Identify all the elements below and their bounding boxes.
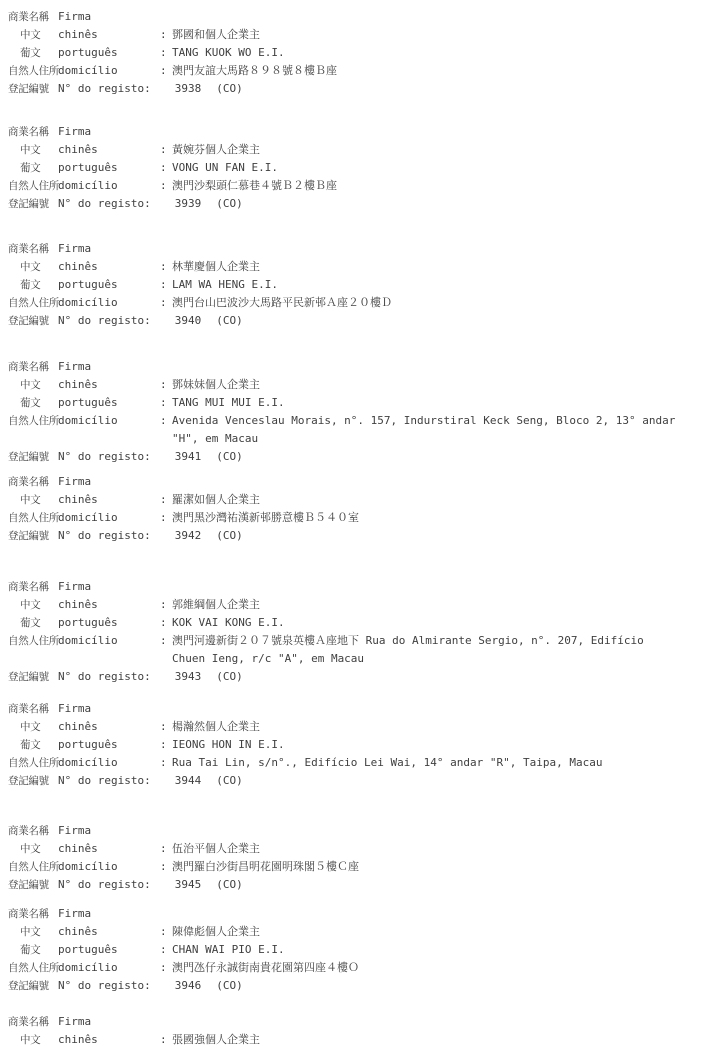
domicile-label-zh: 自然人住所 — [8, 635, 59, 647]
chinese-name-row — [8, 840, 711, 858]
business-record — [0, 123, 711, 213]
firm-label-pt: Firma — [58, 475, 92, 488]
registry-number-value: 3938 — [174, 82, 202, 95]
firm-label-zh: 商業名稱 — [8, 476, 49, 488]
firm-label-zh: 商業名稱 — [8, 126, 49, 138]
registry-label-pt: N° do registo: — [58, 82, 151, 95]
colon-separator: : — [160, 598, 167, 611]
firm-label-pt: Firma — [58, 242, 92, 255]
chinese-label-pt: chinês — [58, 143, 98, 156]
domicile-label-pt: domicílio — [58, 179, 118, 192]
registry-row — [8, 527, 711, 545]
portuguese-label-pt: português — [58, 738, 118, 751]
business-record — [0, 905, 711, 995]
portuguese-label-pt: português — [58, 278, 118, 291]
address-line: Chuen Ieng, r/c "A", em Macau — [172, 652, 365, 665]
registry-label-zh: 登記編號 — [8, 775, 49, 787]
portuguese-label-zh: 葡文 — [20, 279, 41, 291]
domicile-label-zh: 自然人住所 — [8, 757, 59, 769]
registry-row — [8, 448, 711, 466]
registry-row — [8, 668, 711, 686]
address-line: Avenida Venceslau Morais, n°. 157, Indurstiral Keck Seng, Bloco 2, 13° andar — [172, 414, 676, 427]
business-record — [0, 700, 711, 790]
registry-suffix: (CO) — [216, 774, 243, 787]
portuguese-name-value: TANG MUI MUI E.I. — [172, 396, 285, 409]
chinese-label-pt: chinês — [58, 260, 98, 273]
firm-label-pt: Firma — [58, 907, 92, 920]
address-line: "H", em Macau — [172, 432, 259, 445]
colon-separator: : — [160, 720, 167, 733]
chinese-name-row — [8, 26, 711, 44]
firm-label-zh: 商業名稱 — [8, 243, 49, 255]
colon-separator: : — [160, 396, 167, 409]
registry-label-zh: 登記編號 — [8, 879, 49, 891]
registry-label-pt: N° do registo: — [58, 314, 151, 327]
registry-suffix: (CO) — [216, 197, 243, 210]
portuguese-label-pt: português — [58, 616, 118, 629]
domicile-row — [8, 509, 711, 527]
chinese-label-pt: chinês — [58, 378, 98, 391]
colon-separator: : — [160, 1033, 167, 1046]
registry-suffix: (CO) — [216, 878, 243, 891]
portuguese-label-zh: 葡文 — [20, 162, 41, 174]
business-record — [0, 8, 711, 98]
registry-number-value: 3940 — [174, 314, 202, 327]
address-value — [172, 858, 711, 876]
registry-row — [8, 876, 711, 894]
registry-label-pt: N° do registo: — [58, 529, 151, 542]
registry-number-value: 3944 — [174, 774, 202, 787]
chinese-label-pt: chinês — [58, 28, 98, 41]
business-record — [0, 358, 711, 466]
business-record — [0, 473, 711, 545]
chinese-name-row — [8, 1031, 711, 1049]
registry-row — [8, 80, 711, 98]
address-line: 澳門台山巴波沙大馬路平民新邨Ａ座２０樓Ｄ — [172, 296, 392, 309]
address-value — [172, 412, 711, 448]
registry-row — [8, 772, 711, 790]
portuguese-label-pt: português — [58, 943, 118, 956]
firm-header-row — [8, 700, 711, 718]
chinese-label-zh: 中文 — [20, 926, 41, 938]
domicile-label-zh: 自然人住所 — [8, 180, 59, 192]
firm-header-row — [8, 240, 711, 258]
business-record — [0, 822, 711, 894]
colon-separator: : — [160, 28, 167, 41]
registry-label-zh: 登記編號 — [8, 451, 49, 463]
registry-label-zh: 登記編號 — [8, 980, 49, 992]
chinese-name-value: 鄧妹妹個人企業主 — [172, 378, 260, 391]
colon-separator: : — [160, 616, 167, 629]
domicile-row — [8, 754, 711, 772]
address-line: 澳門沙梨頭仁慕巷４號Ｂ２樓Ｂ座 — [172, 179, 337, 192]
firm-label-zh: 商業名稱 — [8, 581, 49, 593]
registry-row — [8, 312, 711, 330]
colon-separator: : — [160, 260, 167, 273]
colon-separator: : — [160, 738, 167, 751]
address-line: Rua Tai Lin, s/n°., Edifício Lei Wai, 14° andar "R", Taipa, Macau — [172, 756, 603, 769]
domicile-label-pt: domicílio — [58, 634, 118, 647]
portuguese-name-row — [8, 614, 711, 632]
chinese-name-value: 伍治平個人企業主 — [172, 842, 260, 855]
registry-number-value: 3941 — [174, 450, 202, 463]
domicile-label-zh: 自然人住所 — [8, 65, 59, 77]
domicile-label-pt: domicílio — [58, 756, 118, 769]
chinese-name-value: 楊瀚然個人企業主 — [172, 720, 260, 733]
address-value — [172, 632, 711, 668]
portuguese-label-zh: 葡文 — [20, 47, 41, 59]
chinese-label-zh: 中文 — [20, 261, 41, 273]
registry-label-pt: N° do registo: — [58, 450, 151, 463]
chinese-label-pt: chinês — [58, 1033, 98, 1046]
colon-separator: : — [160, 179, 167, 192]
portuguese-name-row — [8, 44, 711, 62]
chinese-label-zh: 中文 — [20, 843, 41, 855]
portuguese-label-pt: português — [58, 161, 118, 174]
business-record — [0, 1013, 711, 1049]
colon-separator: : — [160, 414, 167, 427]
chinese-label-pt: chinês — [58, 720, 98, 733]
firm-header-row — [8, 905, 711, 923]
firm-label-pt: Firma — [58, 580, 92, 593]
registry-label-zh: 登記編號 — [8, 315, 49, 327]
registry-suffix: (CO) — [216, 979, 243, 992]
colon-separator: : — [160, 143, 167, 156]
registry-number-value: 3945 — [174, 878, 202, 891]
chinese-label-pt: chinês — [58, 493, 98, 506]
chinese-name-value: 黃婉芬個人企業主 — [172, 143, 260, 156]
address-value — [172, 177, 711, 195]
registry-label-pt: N° do registo: — [58, 670, 151, 683]
colon-separator: : — [160, 378, 167, 391]
domicile-label-zh: 自然人住所 — [8, 861, 59, 873]
chinese-name-value: 張國強個人企業主 — [172, 1033, 260, 1046]
colon-separator: : — [160, 511, 167, 524]
registry-number-value: 3939 — [174, 197, 202, 210]
domicile-row — [8, 959, 711, 977]
firm-label-zh: 商業名稱 — [8, 703, 49, 715]
chinese-name-row — [8, 596, 711, 614]
firm-header-row — [8, 822, 711, 840]
colon-separator: : — [160, 756, 167, 769]
domicile-label-zh: 自然人住所 — [8, 962, 59, 974]
domicile-label-pt: domicílio — [58, 511, 118, 524]
colon-separator: : — [160, 925, 167, 938]
chinese-name-value: 鄧國和個人企業主 — [172, 28, 260, 41]
firm-label-pt: Firma — [58, 1015, 92, 1028]
colon-separator: : — [160, 842, 167, 855]
address-line: 澳門友誼大馬路８９８號８樓Ｂ座 — [172, 64, 337, 77]
firm-label-zh: 商業名稱 — [8, 1016, 49, 1028]
firm-header-row — [8, 473, 711, 491]
firm-label-zh: 商業名稱 — [8, 11, 49, 23]
chinese-label-zh: 中文 — [20, 494, 41, 506]
domicile-label-pt: domicílio — [58, 860, 118, 873]
registry-label-zh: 登記編號 — [8, 198, 49, 210]
address-value — [172, 754, 711, 772]
registry-suffix: (CO) — [216, 529, 243, 542]
firm-label-pt: Firma — [58, 360, 92, 373]
registry-label-pt: N° do registo: — [58, 774, 151, 787]
colon-separator: : — [160, 296, 167, 309]
portuguese-name-row — [8, 159, 711, 177]
portuguese-label-zh: 葡文 — [20, 617, 41, 629]
domicile-row — [8, 858, 711, 876]
chinese-label-zh: 中文 — [20, 144, 41, 156]
registry-row — [8, 195, 711, 213]
address-value — [172, 959, 711, 977]
chinese-name-row — [8, 141, 711, 159]
firm-header-row — [8, 123, 711, 141]
portuguese-label-zh: 葡文 — [20, 397, 41, 409]
chinese-name-row — [8, 258, 711, 276]
domicile-label-pt: domicílio — [58, 961, 118, 974]
registry-label-zh: 登記編號 — [8, 83, 49, 95]
portuguese-label-zh: 葡文 — [20, 739, 41, 751]
registry-label-zh: 登記編號 — [8, 671, 49, 683]
firm-label-pt: Firma — [58, 10, 92, 23]
colon-separator: : — [160, 493, 167, 506]
registry-suffix: (CO) — [216, 314, 243, 327]
portuguese-name-row — [8, 736, 711, 754]
colon-separator: : — [160, 634, 167, 647]
portuguese-label-pt: português — [58, 46, 118, 59]
address-value — [172, 62, 711, 80]
chinese-name-value: 林華慶個人企業主 — [172, 260, 260, 273]
chinese-label-zh: 中文 — [20, 29, 41, 41]
portuguese-name-value: LAM WA HENG E.I. — [172, 278, 278, 291]
portuguese-name-value: VONG UN FAN E.I. — [172, 161, 278, 174]
business-record — [0, 578, 711, 686]
colon-separator: : — [160, 161, 167, 174]
chinese-label-zh: 中文 — [20, 1034, 41, 1046]
registry-label-pt: N° do registo: — [58, 878, 151, 891]
chinese-label-pt: chinês — [58, 842, 98, 855]
domicile-row — [8, 632, 711, 668]
colon-separator: : — [160, 278, 167, 291]
chinese-name-value: 郭維綱個人企業主 — [172, 598, 260, 611]
firm-label-zh: 商業名稱 — [8, 361, 49, 373]
domicile-label-zh: 自然人住所 — [8, 297, 59, 309]
domicile-row — [8, 294, 711, 312]
portuguese-name-row — [8, 276, 711, 294]
portuguese-name-row — [8, 941, 711, 959]
firm-label-zh: 商業名稱 — [8, 908, 49, 920]
address-line: 澳門羅白沙街昌明花園明珠閣５樓Ｃ座 — [172, 860, 359, 873]
firm-label-pt: Firma — [58, 702, 92, 715]
registry-suffix: (CO) — [216, 82, 243, 95]
colon-separator: : — [160, 46, 167, 59]
portuguese-label-zh: 葡文 — [20, 944, 41, 956]
registry-suffix: (CO) — [216, 450, 243, 463]
portuguese-name-row — [8, 394, 711, 412]
chinese-label-zh: 中文 — [20, 599, 41, 611]
registry-suffix: (CO) — [216, 670, 243, 683]
domicile-row — [8, 62, 711, 80]
address-line: 澳門河邊新街２０７號泉英樓Ａ座地下 Rua do Almirante Sergio, n°. 207, Edifício — [172, 634, 644, 647]
domicile-row — [8, 177, 711, 195]
address-value — [172, 509, 711, 527]
chinese-name-row — [8, 718, 711, 736]
registry-number-value: 3942 — [174, 529, 202, 542]
firm-label-pt: Firma — [58, 824, 92, 837]
firm-header-row — [8, 8, 711, 26]
address-line: 澳門氹仔永誠街南貴花園第四座４樓Ｏ — [172, 961, 359, 974]
chinese-name-value: 陳偉彪個人企業主 — [172, 925, 260, 938]
portuguese-name-value: IEONG HON IN E.I. — [172, 738, 285, 751]
chinese-name-row — [8, 376, 711, 394]
registry-row — [8, 977, 711, 995]
colon-separator: : — [160, 961, 167, 974]
chinese-name-row — [8, 491, 711, 509]
firm-header-row — [8, 578, 711, 596]
firm-label-zh: 商業名稱 — [8, 825, 49, 837]
registry-label-pt: N° do registo: — [58, 979, 151, 992]
firm-header-row — [8, 358, 711, 376]
portuguese-name-value: KOK VAI KONG E.I. — [172, 616, 285, 629]
chinese-name-row — [8, 923, 711, 941]
colon-separator: : — [160, 64, 167, 77]
address-line: 澳門黑沙灣祐漢新邨勝意樓Ｂ５４０室 — [172, 511, 359, 524]
domicile-label-pt: domicílio — [58, 64, 118, 77]
registry-label-pt: N° do registo: — [58, 197, 151, 210]
business-record — [0, 240, 711, 330]
portuguese-label-pt: português — [58, 396, 118, 409]
domicile-label-zh: 自然人住所 — [8, 415, 59, 427]
registry-label-zh: 登記編號 — [8, 530, 49, 542]
chinese-label-pt: chinês — [58, 925, 98, 938]
firm-header-row — [8, 1013, 711, 1031]
domicile-label-zh: 自然人住所 — [8, 512, 59, 524]
domicile-label-pt: domicílio — [58, 414, 118, 427]
domicile-row — [8, 412, 711, 448]
colon-separator: : — [160, 860, 167, 873]
domicile-label-pt: domicílio — [58, 296, 118, 309]
firm-label-pt: Firma — [58, 125, 92, 138]
portuguese-name-value: CHAN WAI PIO E.I. — [172, 943, 285, 956]
registry-number-value: 3946 — [174, 979, 202, 992]
chinese-label-pt: chinês — [58, 598, 98, 611]
chinese-label-zh: 中文 — [20, 721, 41, 733]
chinese-name-value: 羅潔如個人企業主 — [172, 493, 260, 506]
registry-number-value: 3943 — [174, 670, 202, 683]
address-value — [172, 294, 711, 312]
portuguese-name-value: TANG KUOK WO E.I. — [172, 46, 285, 59]
chinese-label-zh: 中文 — [20, 379, 41, 391]
colon-separator: : — [160, 943, 167, 956]
